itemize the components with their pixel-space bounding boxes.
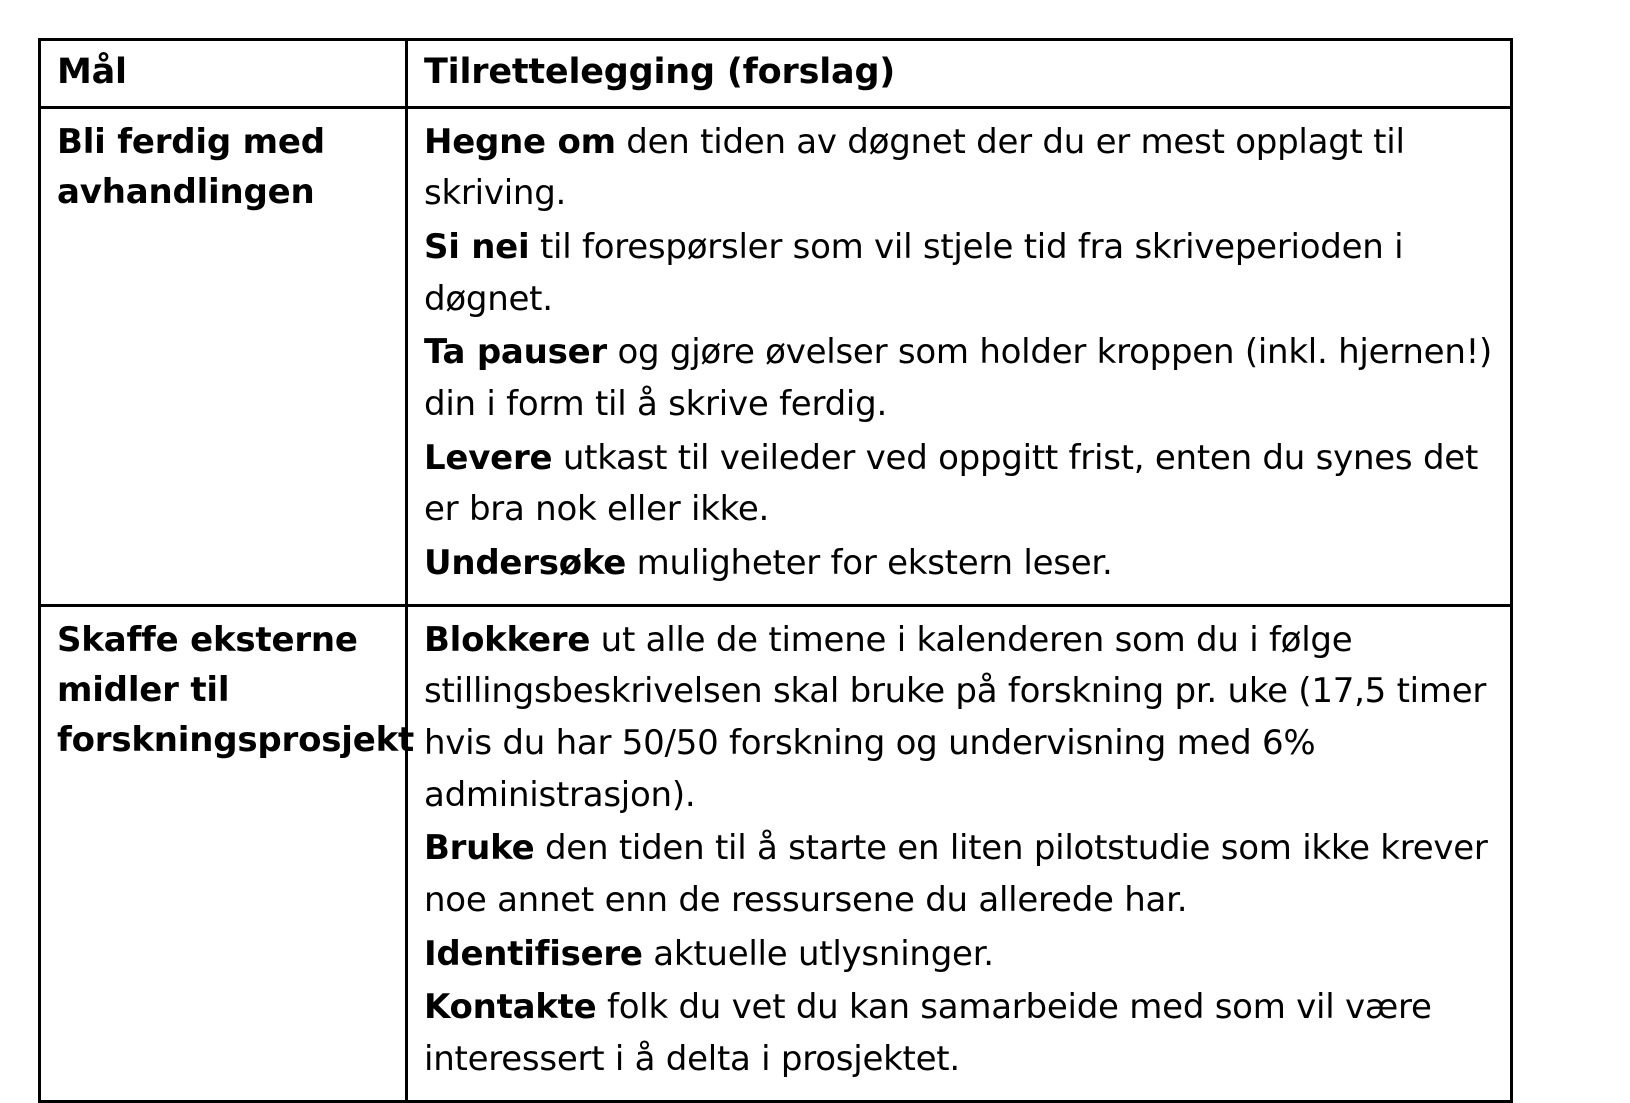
measure-text: og gjøre øvelser som holder kroppen (inkl. hjernen!) din i form til å skrive ferdig.: [424, 332, 1493, 425]
measure-text: aktuelle utlysninger.: [642, 933, 994, 974]
measure-item: [424, 222, 1496, 325]
measure-lead: Bruke: [424, 828, 535, 869]
measure-item: [424, 117, 1496, 220]
measure-lead: Blokkere: [424, 619, 591, 660]
measure-item: [424, 929, 1496, 981]
measure-lead: Si nei: [424, 227, 530, 268]
measure-list: [424, 117, 1496, 590]
table-row: [40, 107, 1512, 605]
column-header-goal: [40, 40, 407, 108]
measure-lead: Hegne om: [424, 121, 616, 162]
table-body: [40, 107, 1512, 1101]
goal-cell: [40, 107, 407, 605]
measure-text: ut alle de timene i kalenderen som du i følge stillingsbeskrivelsen skal bruke på forskning pr. uke (17,5 timer hvis du har 50/50 forskning og undervisning med 6% administrasjon).: [424, 619, 1487, 815]
measure-text: utkast til veileder ved oppgitt frist, enten du synes det er bra nok eller ikke.: [424, 437, 1479, 530]
table-header: [40, 40, 1512, 108]
goal-label: Bli ferdig med avhandlingen: [57, 121, 325, 212]
measures-cell: [407, 107, 1512, 605]
measure-item: [424, 538, 1496, 590]
measure-list: [424, 615, 1496, 1086]
goal-cell: [40, 605, 415, 1101]
column-header-goal-label: Mål: [57, 52, 127, 92]
measure-lead: Levere: [424, 437, 553, 478]
table-row: [40, 605, 1512, 1101]
measure-lead: Identifisere: [424, 933, 643, 974]
measure-item: [424, 982, 1496, 1085]
goal-label: Skaffe eksterne midler til forskningsprosjekt: [57, 619, 415, 761]
measure-item: [424, 823, 1496, 926]
measures-cell: [407, 605, 1512, 1101]
measure-text: muligheter for ekstern leser.: [626, 543, 1113, 584]
table-header-row: [40, 40, 1512, 108]
measure-item: [424, 615, 1496, 822]
measure-lead: Ta pauser: [424, 332, 607, 373]
measure-text: den tiden av døgnet der du er mest opplagt til skriving.: [424, 121, 1405, 214]
measure-text: folk du vet du kan samarbeide med som vil være interessert i å delta i prosjektet.: [424, 987, 1432, 1080]
measure-item: [424, 433, 1496, 536]
measure-lead: Undersøke: [424, 543, 627, 584]
measure-lead: Kontakte: [424, 987, 597, 1028]
goals-measures-table: [38, 38, 1513, 1103]
column-header-measures: [407, 40, 1512, 108]
measure-text: den tiden til å starte en liten pilotstudie som ikke krever noe annet enn de ressursene du allerede har.: [424, 828, 1488, 921]
measure-item: [424, 327, 1496, 430]
measure-text: til forespørsler som vil stjele tid fra skriveperioden i døgnet.: [424, 227, 1404, 319]
column-header-measures-label: Tilrettelegging (forslag): [424, 52, 896, 92]
